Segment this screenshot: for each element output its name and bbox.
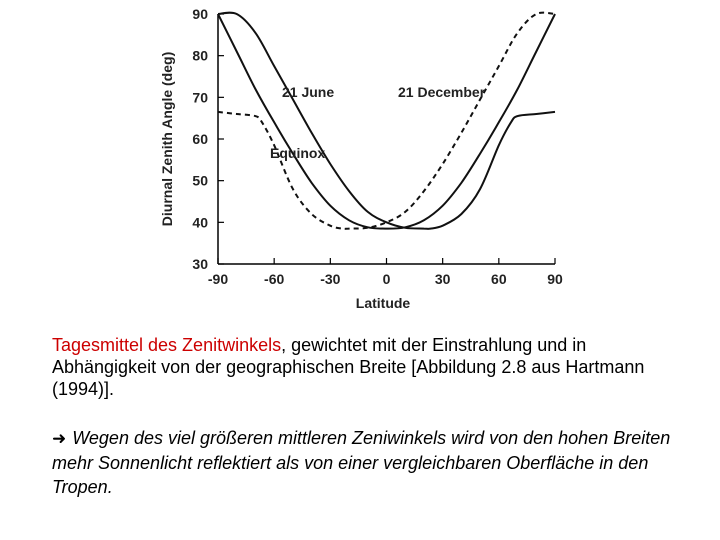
plot-frame xyxy=(218,14,555,264)
axis-ticks xyxy=(192,6,563,287)
note-text: Wegen des viel größeren mittleren Zeniwinkels wird von den hohen Breiten mehr Sonnenlicht reflektiert als von einer vergleichbaren Oberfläche in den Tropen. xyxy=(52,428,671,497)
series-label-equinox: Equinox xyxy=(270,145,326,161)
y-tick-label: 30 xyxy=(192,256,208,272)
x-axis-title: Latitude xyxy=(355,295,411,311)
x-tick-label: 30 xyxy=(434,271,451,287)
series-label-21-december: 21 December xyxy=(398,84,486,100)
x-tick-label: -60 xyxy=(264,271,285,287)
series-layer xyxy=(218,13,555,229)
right-arrow-icon: ➜ xyxy=(52,429,67,448)
x-tick-label: -90 xyxy=(207,271,229,287)
x-tick-label: 60 xyxy=(491,271,507,287)
x-tick-label: -30 xyxy=(320,271,341,287)
series-line-21-june xyxy=(218,13,555,229)
x-tick-label: 0 xyxy=(382,271,391,287)
y-axis-title: Diurnal Zenith Angle (deg) xyxy=(159,51,175,227)
y-tick-label: 70 xyxy=(192,89,208,106)
series-line-equinox xyxy=(218,14,555,229)
y-tick-label: 60 xyxy=(192,131,208,147)
series-label-21-june: 21 June xyxy=(282,84,335,100)
series-line-21-december xyxy=(218,13,555,229)
caption-highlight: Tagesmittel des Zenitwinkels xyxy=(52,335,282,355)
x-tick-label: 90 xyxy=(547,271,563,287)
figure-caption xyxy=(52,334,672,400)
conclusion-note xyxy=(52,426,672,499)
y-tick-label: 40 xyxy=(192,214,208,231)
y-tick-label: 80 xyxy=(192,47,208,64)
y-tick-label: 90 xyxy=(192,6,208,22)
caption-text: , gewichtet mit der Einstrahlung und in Abhängigkeit von der geographischen Breite [Abbildung 2.8 aus Hartmann (1994)]. xyxy=(52,335,645,399)
y-tick-label: 50 xyxy=(192,172,208,189)
